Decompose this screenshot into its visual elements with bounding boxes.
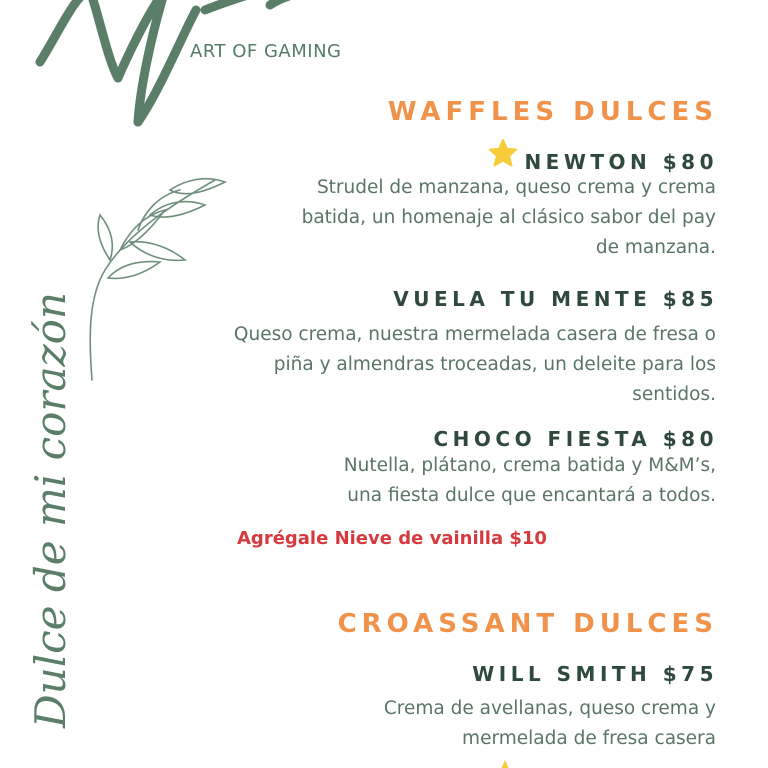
item-title-newton: NEWTON $80 [524,150,718,174]
item-desc-vuela-tu-mente: Queso crema, nuestra mermelada casera de fresa o piña y almendras troceadas, un deleite para los sentidos. [233,324,716,405]
menu-logo [0,0,360,135]
side-script-text: Dulce de mi corazón [26,292,75,728]
addon-note: Agrégale Nieve de vainilla $10 [237,528,547,549]
logo-subtitle: ART OF GAMING [190,41,342,62]
item-desc-will-smith: Crema de avellanas, queso crema y mermelada de fresa casera [383,698,716,749]
star-icon [488,138,518,168]
item-title-choco-fiesta: CHOCO FIESTA $80 [433,427,718,451]
item-title-vuela-tu-mente: VUELA TU MENTE $85 [393,287,718,311]
item-desc-newton: Strudel de manzana, queso crema y crema batida, un homenaje al clásico sabor del pay de manzana. [301,177,716,258]
star-icon [490,758,520,768]
item-desc-choco-fiesta: Nutella, plátano, crema batida y M&M’s, una fiesta dulce que encantará a todos. [343,455,716,506]
section-title-waffles: WAFFLES DULCES [387,97,718,127]
item-title-will-smith: WILL SMITH $75 [472,662,718,686]
menu-script-logo-icon [0,0,360,135]
section-title-croassant: CROASSANT DULCES [337,609,718,639]
